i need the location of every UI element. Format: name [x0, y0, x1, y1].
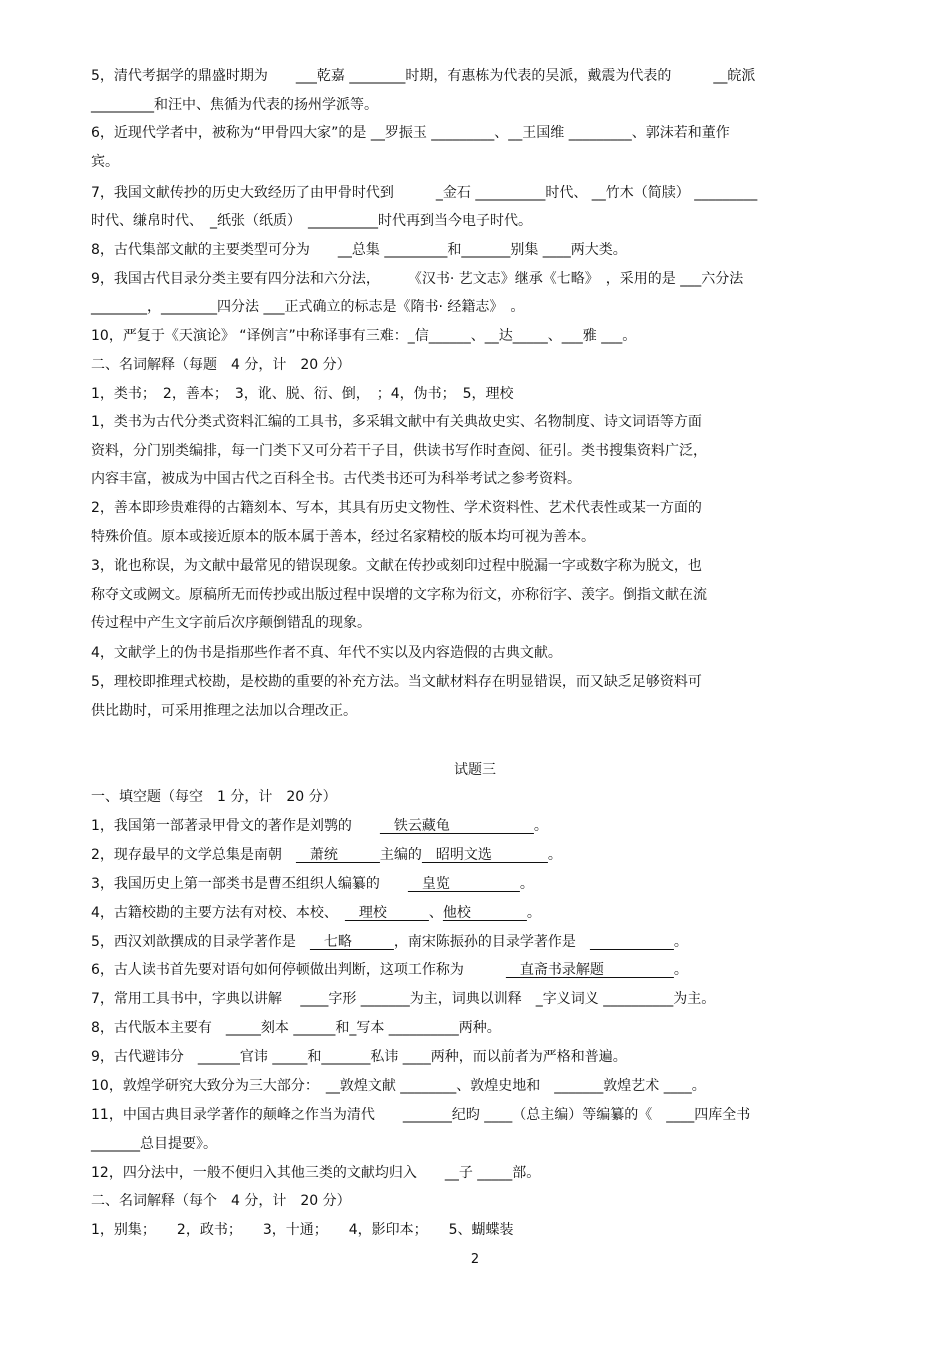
fill-blank-q1: 1，我国第一部著录甲骨文的著作是刘鹗的 铁云藏龟 。 [91, 818, 548, 834]
fill-blank-q7: 7，常用工具书中，字典以讲解 ____字形 _______为主，词典以训释 _字义词义 __________为主。 [91, 991, 716, 1007]
section-heading-term-explanation: 二、名词解释（每个 4 分，计 20 分） [91, 1193, 351, 1209]
answer-5-line-1: 5，理校即推理式校勘，是校勘的重要的补充方法。当文献材料存在明显错误，而又缺乏足够资料可 [91, 674, 702, 690]
section-heading-term-explanation: 二、名词解释（每题 4 分，计 20 分） [91, 357, 351, 373]
answer-blank: 萧统 [295, 847, 380, 863]
answer-1-line-3: 内容丰富，被成为中国古代之百科全书。古代类书还可为科举考试之参考资料。 [91, 471, 581, 487]
fill-blank-q9-cont: ________，________四分法 ___正式确立的标志是《隋书· 经籍志》 。 [91, 299, 525, 315]
fill-blank-q11: 11，中国古典目录学著作的颠峰之作当为清代 _______纪昀 ____（总主编）等编纂的《 ____四库全书 [91, 1107, 751, 1123]
fill-blank-q7: 7，我国文献传抄的历史大致经历了由甲骨时代到 _金石 __________时代、 __竹木（简牍） _________ [91, 185, 758, 201]
fill-blank-q6-cont: 宾。 [91, 154, 119, 170]
fill-blank-q10: 10，严复于《天演论》 “译例言”中称译事有三难：_信______、__达_____、___雅 ___。 [91, 328, 637, 344]
answer-blank: 昭明文选 [421, 847, 548, 863]
fill-blank-q6: 6，古人读书首先要对语句如何停顿做出判断，这项工作称为 直斋书录解题 。 [91, 962, 688, 978]
fill-blank-q7-cont: 时代、缣帛时代、 _纸张（纸质） __________时代再到当今电子时代。 [91, 213, 532, 229]
term-list: 1，类书； 2，善本； 3，讹、脱、衍、倒， ；4，伪书； 5，理校 [91, 386, 514, 402]
fill-blank-q10: 10，敦煌学研究大致分为三大部分： __敦煌文献 ________、敦煌史地和 _______敦煌艺术 ____。 [91, 1078, 706, 1094]
page-number: 2 [470, 1252, 480, 1267]
fill-blank-q8: 8，古代版本主要有 _____刻本 ______和_写本 __________两种。 [91, 1020, 501, 1036]
answer-2-line-2: 特殊价值。原本或接近原本的版本属于善本，经过名家精校的版本均可视为善本。 [91, 529, 595, 545]
fill-blank-q5-cont: _________和汪中、焦循为代表的扬州学派等。 [91, 97, 378, 113]
term-list: 1，别集； 2，政书； 3，十通； 4，影印本； 5、蝴蝶装 [91, 1222, 514, 1238]
answer-blank: 七略 [309, 934, 394, 950]
fill-blank-q12: 12，四分法中，一般不便归入其他三类的文献均归入 __子 _____部。 [91, 1165, 541, 1181]
answer-4: 4，文献学上的伪书是指那些作者不真、年代不实以及内容造假的古典文献。 [91, 645, 562, 661]
answer-blank: 皇览 [407, 876, 520, 892]
answer-1-line-2: 资料，分门别类编排，每一门类下又可分若干子目，供读书写作时查阅、征引。类书搜集资料广泛， [91, 443, 707, 459]
answer-blank [590, 934, 674, 950]
answer-blank: 理校 [344, 905, 429, 921]
fill-blank-q5: 5，清代考据学的鼎盛时期为 ___乾嘉 ________时期，有惠栋为代表的吴派，戴震为代表的 __皖派 [91, 68, 756, 84]
fill-blank-q4: 4，古籍校勘的主要方法有对校、本校、 理校 、他校 。 [91, 905, 541, 921]
fill-blank-q3: 3，我国历史上第一部类书是曹丕组织人编纂的 皇览 。 [91, 876, 534, 892]
fill-blank-q2: 2，现存最早的文学总集是南朝 萧统 主编的 昭明文选 。 [91, 847, 562, 863]
fill-blank-q9: 9，古代避讳分 ______官讳 _____和_______私讳 ____两种，而以前者为严格和普遍。 [91, 1049, 627, 1065]
fill-blank-q6: 6，近现代学者中，被称为“甲骨四大家”的是 __罗振玉 _________、__王国维 _________、郭沫若和董作 [91, 125, 730, 141]
answer-2-line-1: 2，善本即珍贵难得的古籍刻本、写本，其具有历史文物性、学术资料性、艺术代表性或某一方面的 [91, 500, 702, 516]
fill-blank-q11-cont: _______总目提要》。 [91, 1136, 217, 1152]
section-heading-fill-blank: 一、填空题（每空 1 分，计 20 分） [91, 789, 337, 805]
answer-5-line-2: 供比勘时，可采用推理之法加以合理改正。 [91, 703, 357, 719]
answer-blank: 铁云藏龟 [379, 818, 534, 834]
answer-blank: 他校 [442, 905, 527, 921]
answer-3-line-3: 传过程中产生文字前后次序颠倒错乱的现象。 [91, 615, 371, 631]
answer-blank: 直斋书录解题 [505, 962, 674, 978]
fill-blank-q9: 9，我国古代目录分类主要有四分法和六分法， 《汉书· 艺文志》继承《七略》 ，采用的是 ___六分法 [91, 271, 744, 287]
exam-section-title: 试题三 [454, 762, 496, 778]
answer-1-line-1: 1，类书为古代分类式资料汇编的工具书，多采辑文献中有关典故史实、名物制度、诗文词语等方面 [91, 414, 702, 430]
fill-blank-q8: 8，古代集部文献的主要类型可分为 __总集 _________和_______别集 ____两大类。 [91, 242, 627, 258]
fill-blank-q5: 5，西汉刘歆撰成的目录学著作是 七略 ，南宋陈振孙的目录学著作是 。 [91, 934, 688, 950]
answer-3-line-2: 称夺文或阙文。原稿所无而传抄或出版过程中误增的文字称为衍文，亦称衍字、羡字。倒指文献在流 [91, 587, 707, 603]
answer-3-line-1: 3，讹也称误，为文献中最常见的错误现象。文献在传抄或刻印过程中脱漏一字或数字称为脱文，也 [91, 558, 702, 574]
